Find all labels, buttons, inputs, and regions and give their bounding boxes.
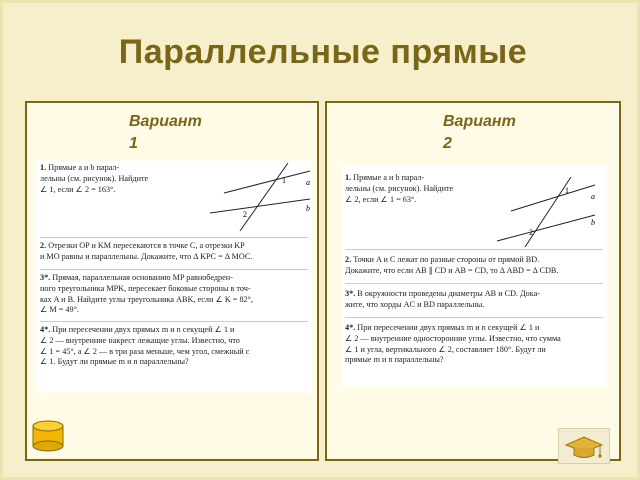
v2-line-b [497,215,595,241]
v1-task-1 [40,163,190,195]
cylinder-icon [31,419,65,453]
v2-task-2-line: Докажите, что если AB ∥ CD и AB = CD, то Δ ABD = Δ CDB. [345,265,559,275]
variant-1-number: 1 [129,135,138,152]
graduation-cap-icon[interactable] [558,428,610,464]
v1-task-1-number: 1. [40,163,47,172]
variant-1-label: Вариант [129,113,202,130]
v1-transversal [240,163,288,231]
v2-task-1-line: ∠ 2, если ∠ 1 = 63°. [345,194,417,204]
v2-task-2 [345,255,607,277]
v2-line-a-label: a [591,192,595,201]
v2-divider [345,283,603,284]
v1-line-a-label: a [306,178,310,187]
variant-1-worksheet [36,161,312,393]
v2-task-3-line: жите, что хорды AC и BD параллельны. [345,299,485,309]
v1-line-b [210,199,310,213]
variant-2-heading [443,111,516,155]
v2-divider [345,249,603,250]
v1-task-1-line: ∠ 1, если ∠ 2 = 163°. [40,184,116,194]
v1-line-b-label: b [306,204,310,213]
variant-2-panel [325,101,621,461]
v1-task-4-line: ∠ 1. Будут ли прямые m и n параллельны? [40,357,189,367]
v1-task-4-line: При пересечении двух прямых m и n секущей ∠ 1 и [52,325,235,334]
v1-task-3 [40,273,312,316]
v1-angle-1-label: 1 [282,176,286,185]
v1-divider [40,269,308,270]
v1-task-2-line: и MO равны и параллельны. Докажите, что Δ KPC = Δ MOC. [40,251,253,261]
v2-line-b-label: b [591,218,595,227]
v2-task-4-line: ∠ 2 — внутренние односторонние углы. Известно, что сумма [345,333,561,343]
v2-task-4-line: ∠ 1 и угла, вертикального ∠ 2, составляет 180°. Будут ли [345,344,546,354]
v2-task-1-line: лельны (см. рисунок). Найдите [345,183,454,193]
v1-task-4 [40,325,312,368]
v2-parallel-lines-figure [491,171,597,251]
variant-1-heading [129,111,202,155]
v2-task-1-line: Прямые a и b парал- [353,173,425,182]
v1-task-3-number: 3*. [40,273,51,282]
v1-parallel-lines-figure [206,161,312,241]
variant-2-label: Вариант [443,113,516,130]
v2-task-4-number: 4*. [345,323,356,332]
v2-task-3-line: В окружности проведены диаметры AB и CD. Дока- [357,289,540,298]
v2-angle-1-label: 1 [565,186,569,195]
v1-angle-2-label: 2 [243,210,247,219]
v1-task-3-line: ∠ M = 49°. [40,305,79,315]
v1-divider [40,321,308,322]
v2-divider [345,317,603,318]
v2-task-1 [345,173,495,205]
v2-line-a [511,185,595,211]
v1-task-1-line: лельны (см. рисунок). Найдите [40,173,149,183]
v2-task-4 [345,323,607,366]
v2-angle-2-label: 2 [529,228,533,237]
v1-task-4-line: ∠ 2 — внутренние накрест лежащие углы. Известно, что [40,335,240,345]
v2-task-2-number: 2. [345,255,352,264]
v1-task-3-line: Прямая, параллельная основанию MP равнобедрен- [52,273,233,282]
v1-task-2-line: Отрезки OP и KM пересекаются в точке C, а отрезки KP [48,241,245,250]
v2-task-4-line: При пересечении двух прямых m и n секущей ∠ 1 и [357,323,540,332]
v2-task-2-line: Точки A и C лежат по разные стороны от прямой BD. [353,255,540,264]
v1-divider [40,237,308,238]
variant-1-panel [25,101,319,461]
variant-2-number: 2 [443,135,452,152]
v1-task-2-number: 2. [40,241,47,250]
variant-2-worksheet [341,165,607,387]
v1-task-3-line: ного треугольника MPK, пересекает боковые стороны в точ- [40,283,251,293]
v2-task-1-number: 1. [345,173,352,182]
v1-task-3-line: ках A и B. Найдите углы треугольника ABK, если ∠ K = 82°, [40,294,253,304]
v2-task-3-number: 3*. [345,289,356,298]
v1-task-4-number: 4*. [40,325,51,334]
slide-title: Параллельные прямые [118,33,528,71]
v1-line-a [224,171,310,193]
v1-task-1-line: Прямые a и b парал- [48,163,120,172]
v2-task-4-line: прямые m и n параллельны? [345,355,444,365]
v2-task-3 [345,289,607,311]
v1-task-4-line: ∠ 1 = 45°, а ∠ 2 — в три раза меньше, чем угол, смежный с [40,346,250,356]
v1-task-2 [40,241,312,263]
